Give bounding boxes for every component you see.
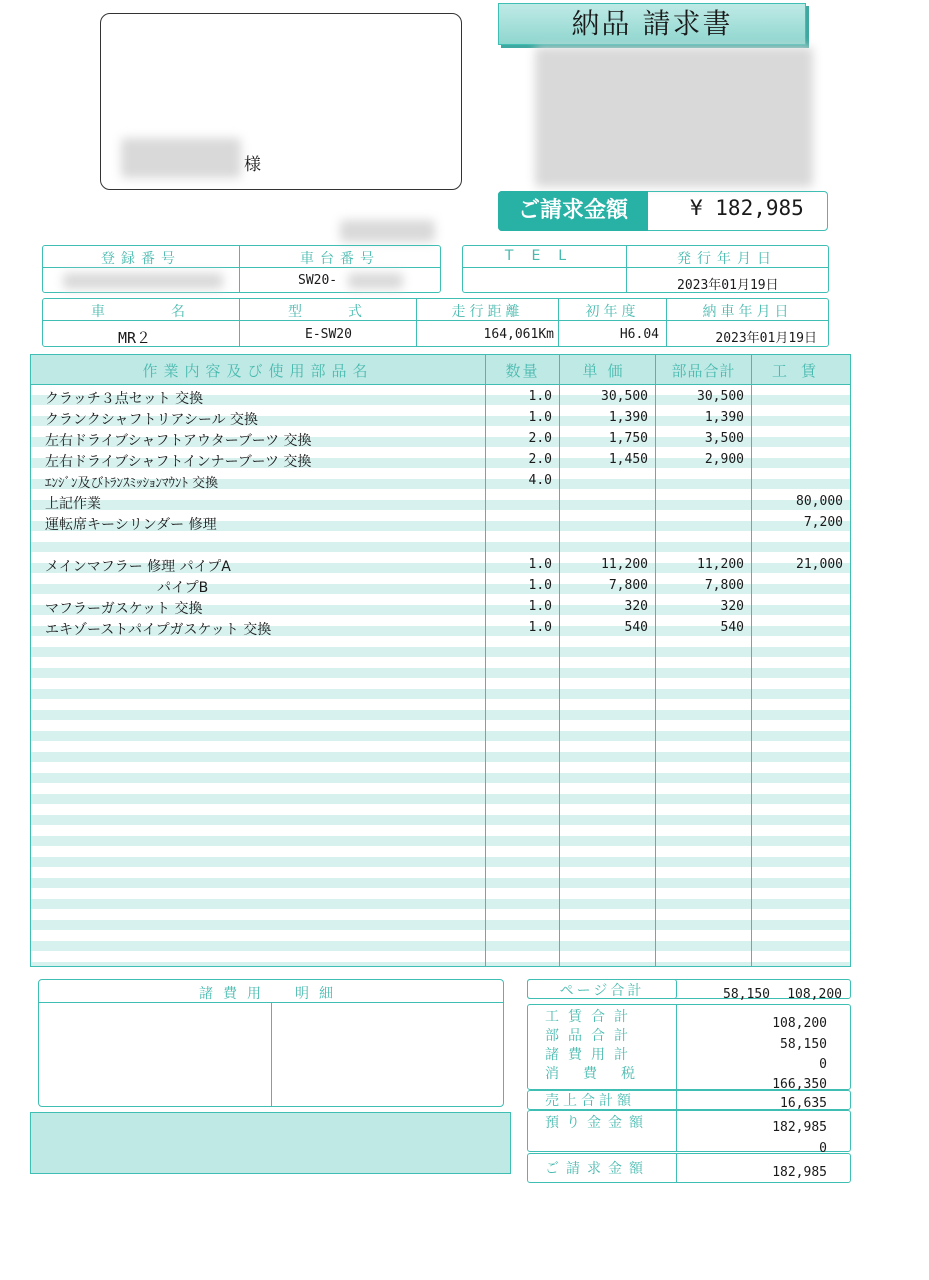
row-qty: 1.0: [528, 620, 552, 635]
table-stripe: [31, 815, 850, 826]
row-description: 左右ドライブシャフトインナーブーツ 交換: [45, 454, 312, 470]
row-qty: 2.0: [528, 431, 552, 446]
row-parts: 11,200: [697, 557, 744, 572]
chassis-number: SW20-: [298, 273, 338, 288]
row-description: メインマフラー 修理 パイプA: [45, 559, 231, 575]
table-stripe: [31, 878, 850, 889]
row-parts: 320: [720, 599, 744, 614]
row-price: 540: [624, 620, 648, 635]
table-row: [31, 513, 850, 534]
row-qty: 1.0: [528, 389, 552, 404]
sales-total-value: 16,635: [780, 1096, 827, 1111]
row-qty: 1.0: [528, 557, 552, 572]
header-unit-price: 単価: [582, 362, 633, 380]
header-parts-total: 部品合計: [671, 362, 736, 380]
header-issue-date: 発行年月日: [677, 251, 777, 267]
table-stripe: [31, 773, 850, 784]
expenses-detail-box: [38, 979, 504, 1107]
row-qty: 1.0: [528, 410, 552, 425]
row-price: 11,200: [601, 557, 648, 572]
redacted-registration: [63, 273, 223, 289]
row-description: パイプB: [45, 580, 209, 596]
table-row: [31, 408, 850, 429]
row-labor: 21,000: [796, 557, 843, 572]
table-row: [31, 597, 850, 618]
deposit-value: 182,985: [772, 1120, 827, 1135]
row-description: 左右ドライブシャフトアウターブーツ 交換: [45, 433, 312, 449]
row-price: 30,500: [601, 389, 648, 404]
row-description: ｴﾝｼﾞﾝ及びﾄﾗﾝｽﾐｯｼｮﾝﾏｳﾝﾄ 交換: [45, 476, 219, 491]
table-row: [31, 471, 850, 492]
vehicle-model: E-SW20: [305, 327, 352, 342]
table-stripe: [31, 668, 850, 679]
header-chassis-number: 車台番号: [300, 251, 380, 267]
expenses-total-value: 0: [819, 1057, 827, 1072]
recipient-honorific: 様: [244, 155, 261, 175]
tax-label: 消費税: [545, 1066, 659, 1082]
table-stripe: [31, 836, 850, 847]
table-stripe: [31, 752, 850, 763]
parts-total-label: 部品合計: [545, 1028, 637, 1044]
row-labor: 7,200: [803, 515, 843, 530]
billing-label: ご請求金額: [545, 1161, 650, 1177]
parts-total-value: 58,150: [780, 1037, 827, 1052]
document-title: 納品 請求書: [498, 3, 806, 45]
deposit-label: 預り金金額: [545, 1115, 650, 1131]
row-labor: 80,000: [796, 494, 843, 509]
billing-value: 182,985: [772, 1165, 827, 1180]
table-stripe: [31, 857, 850, 868]
notes-band: [30, 1112, 511, 1174]
row-description: クランクシャフトリアシール 交換: [45, 412, 259, 428]
redacted-recipient-name: [121, 138, 241, 178]
row-parts: 1,390: [704, 410, 744, 425]
issue-date: 2023年01月19日: [677, 278, 779, 293]
amount-value: ¥ 182,985: [690, 196, 804, 220]
row-price: 7,800: [608, 578, 648, 593]
page-total-label: ページ合計: [559, 983, 645, 999]
table-stripe: [31, 920, 850, 931]
table-stripe: [31, 794, 850, 805]
row-description: 上記作業: [45, 496, 101, 512]
row-parts: 540: [720, 620, 744, 635]
info-box-vehicle: [42, 298, 829, 347]
redacted-number: [340, 220, 435, 242]
tax-value: 166,350: [772, 1077, 827, 1092]
header-labor: 工賃: [771, 362, 830, 380]
info-box-tel: [462, 245, 829, 293]
header-first-year: 初年度: [585, 304, 640, 320]
table-stripe: [31, 647, 850, 658]
table-stripe: [31, 941, 850, 952]
amount-label: ご請求金額: [498, 191, 648, 231]
page-total-parts: 58,150: [723, 987, 770, 1002]
table-row: [31, 618, 850, 639]
first-year: H6.04: [619, 327, 659, 342]
redacted-issuer-info: [535, 47, 813, 187]
redacted-chassis: [348, 273, 403, 289]
header-description: 作業内容及び使用部品名: [142, 362, 374, 380]
table-stripe: [31, 689, 850, 700]
row-description: エキゾーストパイプガスケット 交換: [45, 622, 272, 638]
table-row: [31, 534, 850, 555]
info-box-registration: [42, 245, 441, 293]
header-tel: TEL: [504, 248, 585, 264]
row-parts: 2,900: [704, 452, 744, 467]
change-value: 0: [819, 1141, 827, 1156]
row-price: 1,750: [608, 431, 648, 446]
expenses-header: 諸費用 明細: [199, 986, 343, 1002]
sales-total-label: 売上合計額: [545, 1093, 635, 1109]
expenses-total-label: 諸費用計: [545, 1047, 637, 1063]
page-total-labor: 108,200: [787, 987, 842, 1002]
header-registration-number: 登録番号: [101, 251, 181, 267]
header-mileage: 走行距離: [451, 304, 524, 320]
table-stripe: [31, 710, 850, 721]
table-row: [31, 555, 850, 576]
row-parts: 30,500: [697, 389, 744, 404]
header-delivery-date: 納車年月日: [702, 304, 793, 320]
row-description: マフラーガスケット 交換: [45, 601, 203, 617]
row-price: 320: [624, 599, 648, 614]
table-row: [31, 387, 850, 408]
row-parts: 3,500: [704, 431, 744, 446]
mileage: 164,061Km: [483, 327, 554, 342]
row-price: 1,450: [608, 452, 648, 467]
work-items-table: [30, 354, 851, 967]
table-row: [31, 450, 850, 471]
row-description: クラッチ３点セット 交換: [45, 391, 204, 407]
row-qty: 1.0: [528, 599, 552, 614]
row-qty: 1.0: [528, 578, 552, 593]
table-row: [31, 576, 850, 597]
header-vehicle-name: 車 名: [91, 304, 191, 320]
header-model: 型 式: [288, 304, 368, 320]
row-parts: 7,800: [704, 578, 744, 593]
delivery-date: 2023年01月19日: [715, 331, 817, 346]
vehicle-name: MR２: [118, 329, 152, 347]
table-row: [31, 429, 850, 450]
table-stripe: [31, 899, 850, 910]
row-qty: 4.0: [528, 473, 552, 488]
address-box: [100, 13, 462, 190]
header-quantity: 数量: [505, 362, 540, 380]
labor-total-value: 108,200: [772, 1016, 827, 1031]
row-description: 運転席キーシリンダー 修理: [45, 517, 217, 533]
row-qty: 2.0: [528, 452, 552, 467]
table-stripe: [31, 731, 850, 742]
row-price: 1,390: [608, 410, 648, 425]
table-stripe: [31, 962, 850, 968]
labor-total-label: 工賃合計: [545, 1009, 637, 1025]
table-row: [31, 492, 850, 513]
table-header: [31, 355, 850, 385]
